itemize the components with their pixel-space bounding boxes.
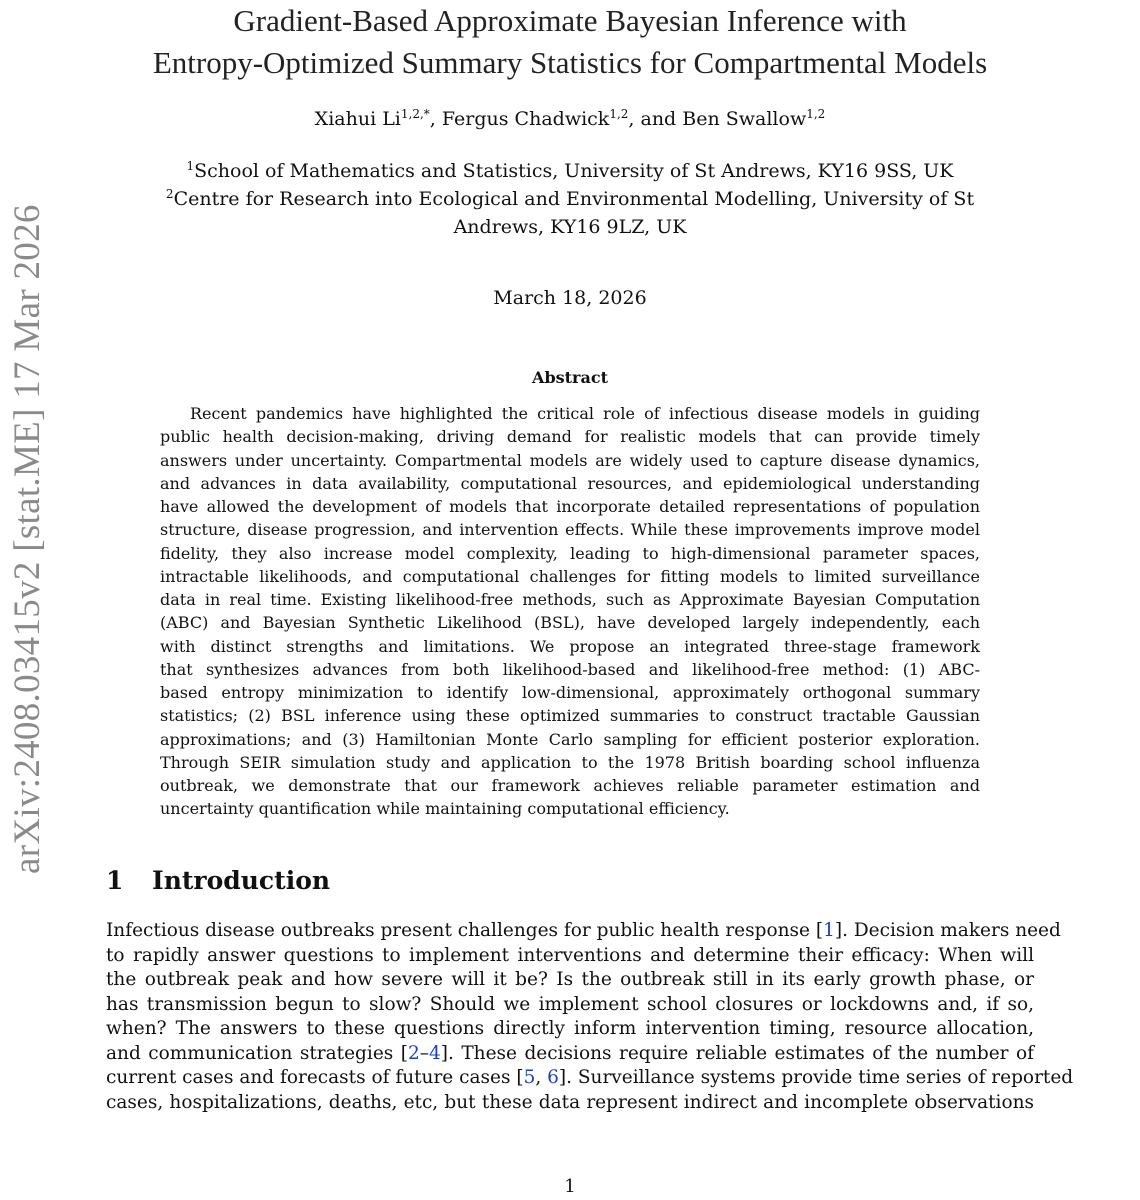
affiliation-line bbox=[140, 185, 1000, 213]
abstract-line: based entropy minimization to identify low-dimensional, approximately orthogonal summary bbox=[160, 683, 980, 702]
text-run: current cases and forecasts of future cases [ bbox=[106, 1067, 524, 1088]
author-name: Fergus Chadwick bbox=[441, 108, 610, 130]
abstract-line: structure, disease progression, and intervention effects. While these improvements improve model bbox=[160, 520, 980, 540]
affiliation-text: Andrews, KY16 9LZ, UK bbox=[453, 216, 687, 238]
title-line: Gradient-Based Approximate Bayesian Inference with bbox=[233, 3, 907, 38]
arxiv-identifier-stamp: arXiv:2408.03415v2 [stat.ME] 17 Mar 2026 bbox=[7, 204, 48, 874]
abstract-line: data in real time. Existing likelihood-free methods, such as Approximate Bayesian Computation bbox=[160, 590, 980, 609]
citation-link[interactable]: 4 bbox=[428, 1042, 441, 1064]
introduction-line bbox=[106, 1066, 1074, 1091]
abstract-line: answers under uncertainty. Compartmental models are widely used to capture disease dynamics, bbox=[160, 450, 980, 470]
section-number: 1 bbox=[106, 866, 124, 895]
author-name: Ben Swallow bbox=[682, 108, 807, 130]
abstract-line: with distinct strengths and limitations. We propose an integrated three-stage framework bbox=[160, 636, 980, 656]
abstract-line: statistics; (2) BSL inference using these optimized summaries to construct tractable Gaussian bbox=[160, 706, 980, 726]
author-separator: , and bbox=[628, 108, 683, 130]
introduction-line bbox=[106, 944, 1034, 969]
author-affiliation-marker: 1,2 bbox=[806, 107, 826, 121]
text-run: when? The answers to these questions directly inform intervention timing, resource allocation, bbox=[106, 1018, 1034, 1039]
abstract-line: approximations; and (3) Hamiltonian Monte Carlo sampling for efficient posterior exploration. bbox=[160, 729, 980, 749]
abstract-body bbox=[160, 402, 980, 821]
abstract-line: fidelity, they also increase model complexity, leading to high-dimensional parameter spaces, bbox=[160, 543, 980, 563]
abstract-line: (ABC) and Bayesian Synthetic Likelihood (BSL), have developed largely independently, each bbox=[160, 613, 980, 633]
introduction-line bbox=[106, 1017, 1034, 1042]
text-run: Infectious disease outbreaks present challenges for public health response [ bbox=[106, 920, 824, 941]
abstract-line: public health decision-making, driving demand for realistic models that can provide timely bbox=[160, 427, 980, 447]
citation-link[interactable]: 5 bbox=[523, 1067, 536, 1088]
author-affiliation-marker: 1,2,* bbox=[400, 107, 430, 121]
page-number: 1 bbox=[564, 1176, 576, 1197]
paper-title bbox=[90, 0, 1050, 84]
affiliations bbox=[140, 157, 1000, 241]
abstract-heading: Abstract bbox=[532, 368, 608, 387]
author-list bbox=[90, 106, 1050, 132]
affiliation-line bbox=[140, 213, 1000, 241]
title-line: Entropy-Optimized Summary Statistics for Compartmental Models bbox=[152, 45, 988, 80]
abstract-line: Through SEIR simulation study and application to the 1978 British boarding school influenza bbox=[160, 752, 980, 772]
text-run: and communication strategies [ bbox=[106, 1042, 408, 1064]
citation-link[interactable]: 2 bbox=[407, 1042, 420, 1064]
affiliation-text: Centre for Research into Ecological and Environmental Modelling, University of St bbox=[173, 188, 975, 210]
author-separator: , bbox=[429, 108, 442, 130]
affiliation-text: School of Mathematics and Statistics, University of St Andrews, KY16 9SS, UK bbox=[194, 160, 954, 182]
abstract-line: intractable likelihoods, and computational challenges for fitting models to limited surveillance bbox=[160, 566, 980, 586]
text-run: – bbox=[419, 1042, 429, 1064]
text-run: ]. These decisions require reliable estimates of the number of bbox=[440, 1042, 1034, 1064]
abstract-line: that synthesizes advances from both likelihood-based and likelihood-free method: (1) ABC- bbox=[160, 659, 980, 679]
text-run: , bbox=[535, 1067, 548, 1088]
author-name: Xiahui Li bbox=[314, 108, 401, 130]
abstract-line: and advances in data availability, computational resources, and epidemiological understanding bbox=[160, 473, 980, 493]
section-title: Introduction bbox=[152, 866, 331, 895]
introduction-line bbox=[106, 919, 1061, 944]
abstract-line: Recent pandemics have highlighted the critical role of infectious disease models in guiding bbox=[190, 404, 980, 423]
introduction-line bbox=[106, 1091, 1034, 1116]
introduction-line bbox=[106, 993, 1034, 1018]
introduction-line bbox=[106, 968, 1034, 993]
affiliation-marker: 1 bbox=[186, 159, 195, 173]
abstract-line: uncertainty quantification while maintaining computational efficiency. bbox=[160, 799, 730, 819]
publication-date: March 18, 2026 bbox=[493, 287, 647, 309]
abstract-line: outbreak, we demonstrate that our framework achieves reliable parameter estimation and bbox=[160, 776, 980, 795]
text-run: the outbreak peak and how severe will it be? Is the outbreak still in its early growth phase, or bbox=[106, 969, 1034, 990]
affiliation-marker: 2 bbox=[165, 187, 174, 201]
citation-link[interactable]: 6 bbox=[547, 1067, 559, 1088]
abstract-line: have allowed the development of models that incorporate detailed representations of population bbox=[160, 497, 980, 516]
text-run: cases, hospitalizations, deaths, etc, but these data represent indirect and incomplete observations bbox=[106, 1091, 1034, 1113]
introduction-line bbox=[106, 1042, 1034, 1067]
introduction-body bbox=[106, 919, 1074, 1115]
citation-link[interactable]: 1 bbox=[823, 920, 835, 941]
section-heading-introduction bbox=[106, 864, 330, 898]
affiliation-line bbox=[140, 157, 1000, 185]
text-run: ]. Decision makers need bbox=[834, 920, 1061, 941]
text-run: to rapidly answer questions to implement interventions and determine their efficacy: When will bbox=[106, 944, 1034, 966]
text-run: has transmission begun to slow? Should we implement school closures or lockdowns and, if so, bbox=[106, 993, 1034, 1015]
author-affiliation-marker: 1,2 bbox=[609, 107, 629, 121]
text-run: ]. Surveillance systems provide time series of reported bbox=[558, 1067, 1074, 1088]
